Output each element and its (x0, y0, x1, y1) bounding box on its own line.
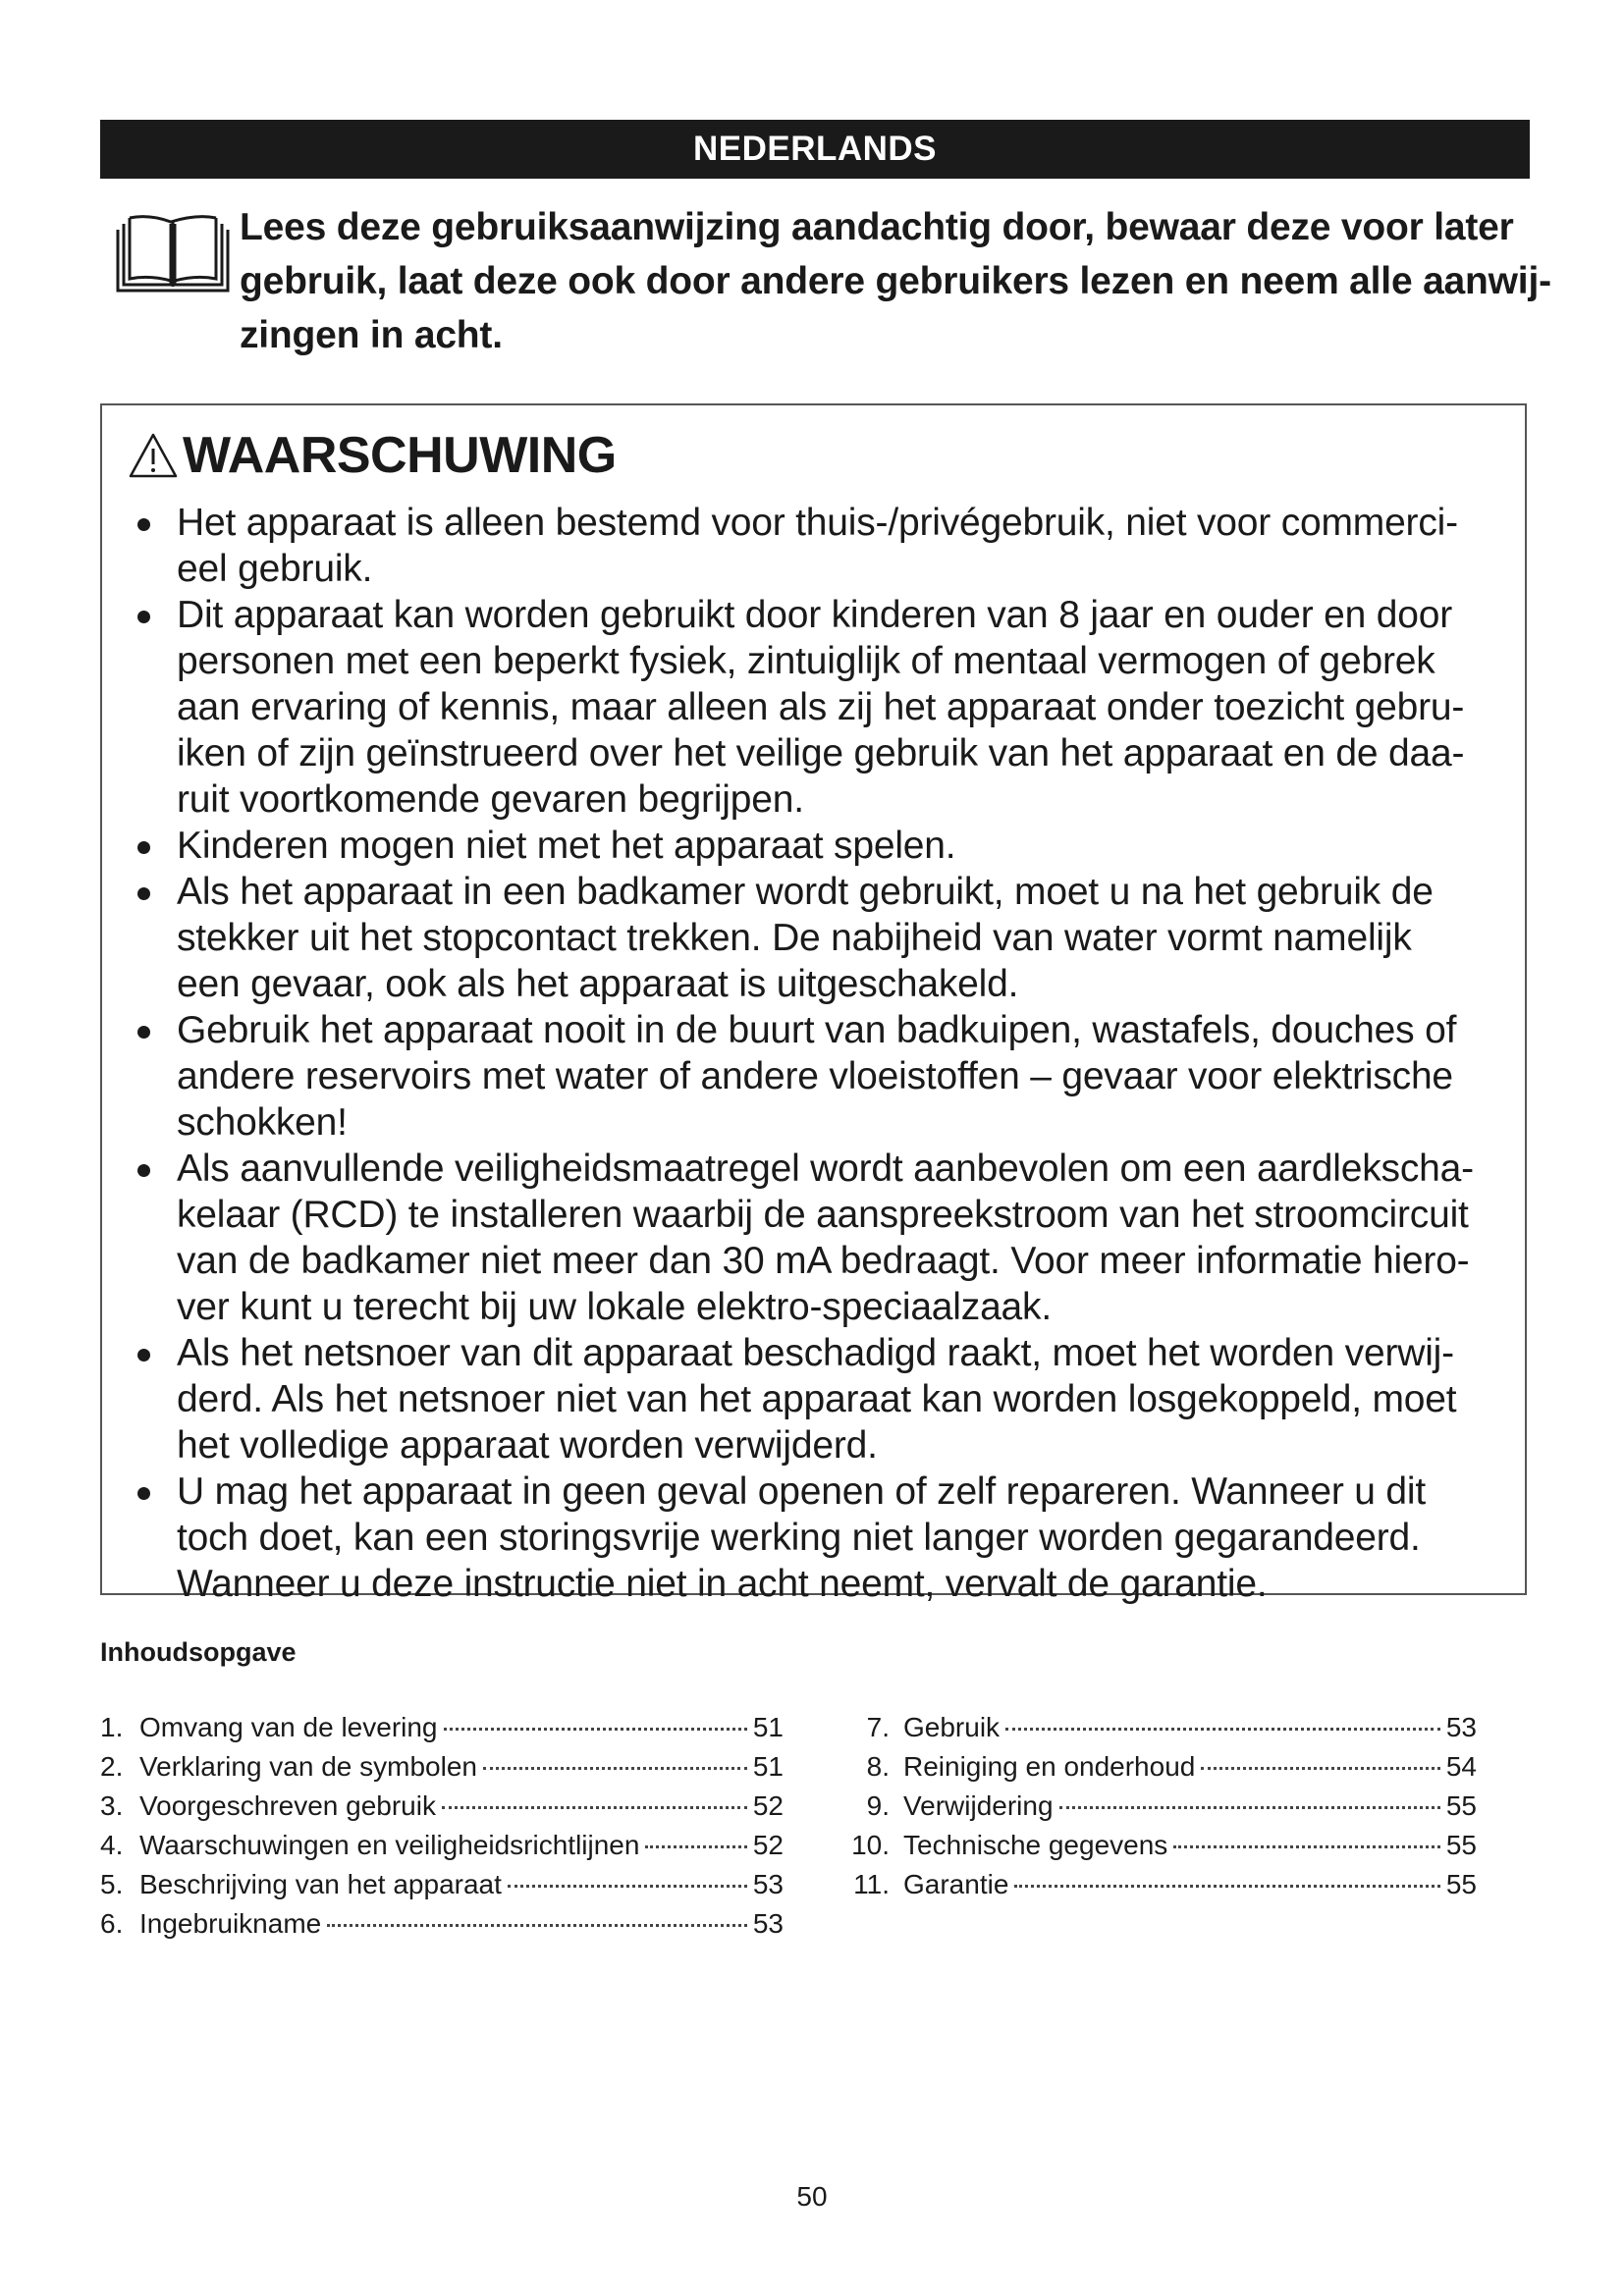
intro-line: Lees deze gebruiksaanwijzing aandachtig door, bewaar deze voor later (240, 206, 1514, 248)
toc-entry[interactable] (100, 1904, 784, 1944)
warning-item-line: Kinderen mogen niet met het apparaat spelen. (177, 825, 956, 867)
toc-entry[interactable] (100, 1826, 784, 1865)
page-number: 50 (796, 2181, 828, 2212)
toc-entry[interactable] (835, 1747, 1477, 1787)
toc-entry[interactable] (100, 1865, 784, 1904)
toc-entry-page: 52 (752, 1830, 784, 1860)
warning-item (128, 869, 1522, 1007)
toc-entry-label: Garantie (903, 1869, 1009, 1899)
toc-entry-number: 3. (100, 1790, 124, 1821)
warning-item (128, 592, 1522, 823)
toc-entry-number: 10. (851, 1830, 890, 1860)
bullet-icon (137, 887, 150, 900)
warning-item-line: Gebruik het apparaat nooit in de buurt van badkuipen, wastafels, douches of (177, 1009, 1457, 1051)
toc-right-column (835, 1708, 1477, 1904)
bullet-icon (137, 1164, 150, 1177)
toc-dot-leader (327, 1924, 747, 1927)
warning-item (128, 1007, 1522, 1146)
toc-entry-label: Omvang van de levering (139, 1712, 438, 1742)
toc-dot-leader (483, 1767, 747, 1770)
toc-entry-number: 7. (866, 1712, 890, 1742)
toc-entry-label: Technische gegevens (903, 1830, 1168, 1860)
toc-entry-label: Verklaring van de symbolen (139, 1751, 477, 1782)
bullet-icon (137, 1026, 150, 1039)
toc-heading: Inhoudsopgave (100, 1637, 297, 1667)
toc-dot-leader (1173, 1845, 1440, 1848)
toc-dot-leader (508, 1885, 747, 1888)
toc-entry-number: 11. (853, 1869, 890, 1899)
toc-entry-number: 1. (100, 1712, 124, 1742)
intro-line: gebruik, laat deze ook door andere gebruikers lezen en neem alle aanwij- (240, 260, 1551, 302)
warning-item-line: aan ervaring of kennis, maar alleen als zij het apparaat onder toezicht gebru- (177, 686, 1465, 728)
warning-item-line: iken of zijn geïnstrueerd over het veilige gebruik van het apparaat en de daa- (177, 732, 1465, 774)
warning-item (128, 1468, 1522, 1607)
book-icon (114, 208, 232, 294)
warning-item-line: kelaar (RCD) te installeren waarbij de aanspreekstroom van het stroomcircuit (177, 1194, 1469, 1236)
warning-box (100, 403, 1527, 1605)
warning-item-line: Wanneer u deze instructie niet in acht neemt, vervalt de garantie. (177, 1563, 1268, 1605)
bullet-icon (137, 518, 150, 531)
warning-title: WAARSCHUWING (183, 427, 617, 484)
warning-item (128, 500, 1522, 592)
language-header (100, 120, 1530, 179)
toc-dot-leader (1014, 1885, 1439, 1888)
toc-entry-page: 51 (752, 1751, 784, 1782)
toc-entry-page: 53 (752, 1908, 784, 1939)
warning-item-line: het volledige apparaat worden verwijderd. (177, 1424, 878, 1467)
toc-dot-leader (442, 1806, 747, 1809)
warning-item-line: andere reservoirs met water of andere vloeistoffen – gevaar voor elektrische (177, 1055, 1453, 1097)
bullet-icon (137, 611, 150, 623)
warning-item-line: ver kunt u terecht bij uw lokale elektro-speciaalzaak. (177, 1286, 1052, 1328)
toc-entry[interactable] (835, 1787, 1477, 1826)
warning-item-line: Als aanvullende veiligheidsmaatregel wordt aanbevolen om een aardlekscha- (177, 1148, 1474, 1190)
toc-entry[interactable] (835, 1865, 1477, 1904)
warning-heading (128, 421, 617, 490)
warning-item-line: toch doet, kan een storingsvrije werking niet langer worden gegarandeerd. (177, 1517, 1421, 1559)
toc-dot-leader (1201, 1767, 1439, 1770)
warning-item-line: van de badkamer niet meer dan 30 mA bedraagt. Voor meer informatie hiero- (177, 1240, 1470, 1282)
intro-line: zingen in acht. (240, 314, 503, 356)
toc-entry-number: 8. (866, 1751, 890, 1782)
language-title: NEDERLANDS (692, 130, 938, 168)
toc-entry-number: 9. (866, 1790, 890, 1821)
toc-entry[interactable] (100, 1787, 784, 1826)
toc-entry-page: 55 (1445, 1869, 1477, 1899)
toc-entry-page: 55 (1445, 1830, 1477, 1860)
warning-item (128, 823, 1522, 869)
warning-item-line: ruit voortkomende gevaren begrijpen. (177, 778, 804, 821)
toc-entry-page: 53 (752, 1869, 784, 1899)
bullet-icon (137, 1349, 150, 1362)
toc-entry-page: 51 (752, 1712, 784, 1742)
toc-entry-page: 53 (1445, 1712, 1477, 1742)
bullet-icon (137, 1487, 150, 1500)
warning-item (128, 1330, 1522, 1468)
warning-item (128, 1146, 1522, 1330)
warning-triangle-icon (128, 432, 179, 479)
warning-item-line: U mag het apparaat in geen geval openen of zelf repareren. Wanneer u dit (177, 1470, 1426, 1513)
toc-entry[interactable] (835, 1708, 1477, 1747)
warning-item-line: derd. Als het netsnoer niet van het apparaat kan worden losgekoppeld, moet (177, 1378, 1457, 1420)
toc-entry[interactable] (100, 1708, 784, 1747)
toc-entry[interactable] (100, 1747, 784, 1787)
intro-instruction (240, 200, 1551, 362)
toc-dot-leader (1005, 1728, 1440, 1731)
toc-entry-label: Beschrijving van het apparaat (139, 1869, 502, 1899)
toc-left-column (100, 1708, 784, 1944)
toc-entry-label: Reiniging en onderhoud (903, 1751, 1196, 1782)
warning-item-line: schokken! (177, 1101, 348, 1144)
warning-item-line: een gevaar, ook als het apparaat is uitgeschakeld. (177, 963, 1019, 1005)
warning-list (128, 500, 1522, 1607)
toc-entry-label: Waarschuwingen en veiligheidsrichtlijnen (139, 1830, 640, 1860)
toc-dot-leader (645, 1845, 746, 1848)
toc-entry-number: 6. (100, 1908, 124, 1939)
toc-entry-page: 55 (1445, 1790, 1477, 1821)
warning-item-line: Dit apparaat kan worden gebruikt door kinderen van 8 jaar en ouder en door (177, 594, 1453, 636)
toc-entry-page: 52 (752, 1790, 784, 1821)
toc-entry-label: Gebruik (903, 1712, 1001, 1742)
toc-entry-label: Verwijdering (903, 1790, 1054, 1821)
toc-entry[interactable] (835, 1826, 1477, 1865)
toc-dot-leader (1059, 1806, 1440, 1809)
bullet-icon (137, 841, 150, 854)
warning-item-line: stekker uit het stopcontact trekken. De nabijheid van water vormt namelijk (177, 917, 1412, 959)
toc-entry-number: 4. (100, 1830, 124, 1860)
warning-item-line: eel gebruik. (177, 548, 373, 590)
warning-item-line: Als het netsnoer van dit apparaat beschadigd raakt, moet het worden verwij- (177, 1332, 1454, 1374)
toc-entry-page: 54 (1445, 1751, 1477, 1782)
toc-entry-number: 2. (100, 1751, 124, 1782)
toc-entry-number: 5. (100, 1869, 124, 1899)
toc-entry-label: Voorgeschreven gebruik (139, 1790, 436, 1821)
warning-item-line: personen met een beperkt fysiek, zintuiglijk of mentaal vermogen of gebrek (177, 640, 1435, 682)
toc-entry-label: Ingebruikname (139, 1908, 322, 1939)
warning-item-line: Het apparaat is alleen bestemd voor thuis-/privégebruik, niet voor commerci- (177, 502, 1458, 544)
toc-dot-leader (444, 1728, 747, 1731)
warning-item-line: Als het apparaat in een badkamer wordt gebruikt, moet u na het gebruik de (177, 871, 1434, 913)
